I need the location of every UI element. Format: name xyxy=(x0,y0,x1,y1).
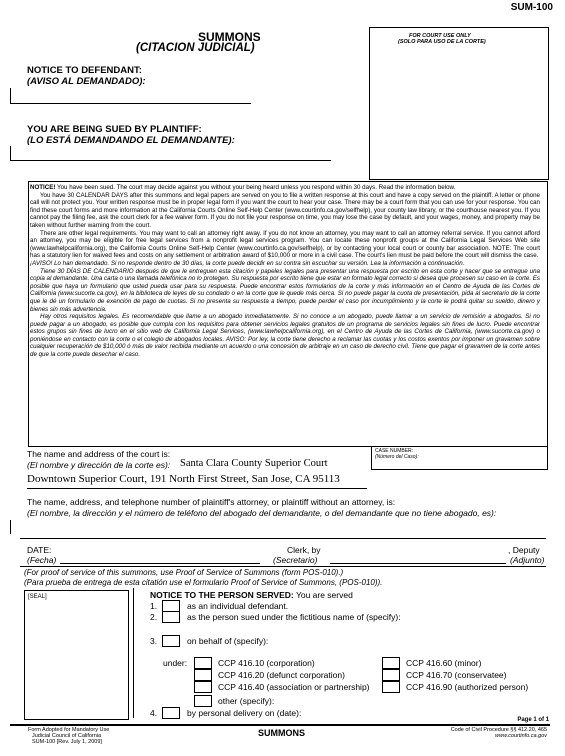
served-title-row xyxy=(150,590,353,600)
ccp-416-20: CCP 416.20 (defunct corporation) xyxy=(218,670,345,680)
divider xyxy=(20,538,546,539)
notice-p2: You have 30 CALENDAR DAYS after this summons and legal papers are served on you to file a written response at this court and have a copy served on the plaintiff. A letter or phone call will not protect you. Your written response must be in proper legal form if you want the court to hear your case. There may be a court form that you can use for your response. You can find these court forms and more information at the California Courts Online Self-Help Center (www.courtinfo.ca.gov/selfhelp), your county law library, or the courthouse nearest you. If you cannot pay the filing fee, ask the court clerk for a fee waiver form. If you do not file your response on time, you may lose the case by default, and your wages, money, and property may be taken without further warning from the court. xyxy=(30,191,540,229)
defendant-label-es: (AVISO AL DEMANDADO): xyxy=(27,76,146,87)
ccp-416-60: CCP 416.60 (minor) xyxy=(406,658,482,668)
plaintiff-label-es: (LO ESTÁ DEMANDANDO EL DEMANDANTE): xyxy=(27,135,235,146)
ccp-416-10: CCP 416.10 (corporation) xyxy=(218,658,315,668)
footer-form-adopted: Form Adopted for Mandatory Use xyxy=(28,727,110,733)
checkbox-ccp-416-40[interactable] xyxy=(194,681,212,693)
under-label: under: xyxy=(163,658,188,668)
other-label: other (specify): xyxy=(218,696,275,706)
court-label: The name and address of the court is: xyxy=(27,449,171,459)
date-line[interactable] xyxy=(60,563,260,564)
court-use-label: FOR COURT USE ONLY xyxy=(409,33,471,39)
checkbox-ccp-416-20[interactable] xyxy=(194,669,212,681)
notice-p3: There are other legal requirements. You may want to call an attorney right away. If you do not know an attorney, you may want to call an attorney referral service. If you cannot afford an attorney, you may be eligible for free legal services from a nonprofit legal services program. You can locate these nonprofit groups at the California Legal Services Web site (www.lawhelpcalifornia.org), the California Courts Online Self-Help Center (www.courtinfo.ca.gov/selfhelp), or by contacting your local court or county bar association. NOTE: The court has a statutory lien for waived fees and costs on any settlement or arbitration award of $10,000 or more in a civil case. The court's lien must be paid before the court will dismiss the case. xyxy=(30,229,540,260)
plaintiff-field[interactable] xyxy=(10,146,331,161)
checkbox-fictitious-name[interactable] xyxy=(162,611,180,623)
checkbox-on-behalf[interactable] xyxy=(162,635,180,647)
served-item-4: by personal delivery on (date): xyxy=(187,708,302,718)
checkbox-ccp-416-10[interactable] xyxy=(194,657,212,669)
item-number-4: 4. xyxy=(150,708,158,718)
page-title-es: (CITACION JUDICIAL) xyxy=(136,42,255,54)
notice-heading: NOTICE! xyxy=(30,184,56,191)
page-number: Page 1 of 1 xyxy=(517,717,549,723)
notice-p6: Hay otros requisitos legales. Es recomendable que llame a un abogado inmediatamente. Si no conoce a un abogado, puede llamar a un servicio de remisión a abogados. Si no puede pagar a un abogado, es posible que cumpla con los requisitos para obtener servicios legales gratuitos de un programa de servicios legales sin fines de lucro. Puede encontrar estos grupos sin fines de lucro en el sitio web de California Legal Services, (www.lawhelpcalifornia.org), en el Centro de Ayuda de las Cortes de California, (www.sucorte.ca.gov) o poniéndose en contacto con la corte o el colegio de abogados locales. AVISO: Por ley, la corte tiene derecho a reclamar las cuotas y los costos exentos por imponer un gravamen sobre cualquier recuperación de $10,000 ó más de valor recibida mediante un acuerdo o una concesión de arbitraje en un caso de derecho civil. Tiene que pagar el gravamen de la corte antes de que la corte pueda desechar el caso. xyxy=(30,313,540,359)
footer-website: www.courtinfo.ca.gov xyxy=(495,733,547,739)
ccp-416-70: CCP 416.70 (conservatee) xyxy=(406,670,507,680)
ccp-416-40: CCP 416.40 (association or partnership) xyxy=(218,682,370,692)
clerk-label-es: (Secretario) xyxy=(273,555,318,565)
checkbox-other[interactable] xyxy=(194,695,212,707)
notice-p4: ¡AVISO! Lo han demandado. Si no responde dentro de 30 días, la corte puede decidir en su contra sin escuchar su versión. Lea la información a continuación. xyxy=(30,259,465,267)
ccp-416-90: CCP 416.90 (authorized person) xyxy=(406,682,529,692)
item-number-3: 3. xyxy=(150,636,158,646)
deputy-label-es: (Adjunto) xyxy=(510,555,545,565)
court-address-line xyxy=(27,488,367,489)
notice-p1: You have been sued. The court may decide against you without your being heard unless you respond within 30 days. Read the information below. xyxy=(55,184,456,191)
clerk-line[interactable] xyxy=(330,563,506,564)
served-title-rest: You are served xyxy=(293,590,353,600)
defendant-label: NOTICE TO DEFENDANT: xyxy=(27,65,142,76)
proof-line-es: (Para prueba de entrega de esta citatión use el formulario Proof of Service of Summons, (POS-010)). xyxy=(24,578,383,587)
footer-code: Code of Civil Procedure §§ 412.20, 465 xyxy=(450,727,547,733)
served-item-2: as the person sued under the fictitious name of (specify): xyxy=(187,612,401,622)
court-use-label-es: (SOLO PARA USO DE LA CORTE) xyxy=(398,39,486,45)
served-item-1: as an individual defendant. xyxy=(187,601,289,611)
deputy-label: , Deputy xyxy=(508,545,540,555)
checkbox-personal-delivery[interactable] xyxy=(162,707,180,719)
defendant-field[interactable] xyxy=(10,88,251,104)
footer-title: SUMMONS xyxy=(258,728,305,738)
footer-council: Judicial Council of California xyxy=(32,733,102,739)
checkbox-ccp-416-90[interactable] xyxy=(382,681,400,693)
page-title: SUMMONS xyxy=(198,30,261,44)
court-use-box xyxy=(369,27,549,180)
checkbox-ccp-416-70[interactable] xyxy=(382,669,400,681)
plaintiff-label: YOU ARE BEING SUED BY PLAINTIFF: xyxy=(27,124,202,135)
court-address[interactable]: Downtown Superior Court, 191 North First Street, San Jose, CA 95113 xyxy=(27,473,340,485)
court-label-es: (El nombre y dirección de la corte es): xyxy=(27,460,171,470)
item-number-2: 2. xyxy=(150,612,158,622)
notice-p5: Tiene 30 DÍAS DE CALENDARIO después de que le entreguen esta citación y papeles legales para presentar una respuesta por escrito en esta corte y hacer que se entregue una copia al demandante. Una carta o una llamada telefónica no lo protegen. Su respuesta por escrito tiene que estar en formato legal correcto si desea que procesen su caso en la corte. Es posible que haya un formulario que usted pueda usar para su respuesta. Puede encontrar estos formularios de la corte y más información en el Centro de Ayuda de las Cortes de California (www.sucorte.ca.gov), en la biblioteca de leyes de su condado o en la corte que le quede más cerca. Si no puede pagar la cuota de presentación, pida al secretario de la corte que le dé un formulario de exención de pago de cuotas. Si no presenta su respuesta a tiempo, puede perder el caso por incumplimiento y la corte le podrá quitar su sueldo, dinero y bienes sin más advertencia. xyxy=(30,267,540,313)
checkbox-ccp-416-60[interactable] xyxy=(382,657,400,669)
seal-label: [SEAL] xyxy=(28,594,47,600)
court-name[interactable]: Santa Clara County Superior Court xyxy=(180,458,328,469)
date-label-es: (Fecha) xyxy=(27,555,57,565)
case-number-label-es: (Número del Caso): xyxy=(375,454,419,460)
date-label: DATE: xyxy=(27,545,52,555)
footer-rule xyxy=(10,724,550,726)
proof-line: (For proof of service of this summons, use Proof of Service of Summons (form POS-010).) xyxy=(24,568,344,577)
served-title: NOTICE TO THE PERSON SERVED: xyxy=(150,590,294,600)
notice-text xyxy=(30,184,540,444)
served-item-3: on behalf of (specify): xyxy=(187,636,269,646)
footer-rev: SUM-100 [Rev. July 1, 2009] xyxy=(32,739,102,745)
attorney-label: The name, address, and telephone number of plaintiff's attorney, or plaintiff without an attorney, is: xyxy=(27,497,396,507)
case-number-label: CASE NUMBER: xyxy=(375,448,414,454)
attorney-label-es: (El nombre, la dirección y el número de teléfono del abogado del demandante, o del demandante que no tiene abogado, es): xyxy=(27,508,497,518)
item-number-1: 1. xyxy=(150,601,158,611)
form-id: SUM-100 xyxy=(510,2,553,13)
attorney-field[interactable] xyxy=(10,520,547,534)
served-divider xyxy=(133,588,134,718)
divider xyxy=(20,566,546,567)
seal-box xyxy=(24,590,129,720)
clerk-label: Clerk, by xyxy=(287,545,321,555)
